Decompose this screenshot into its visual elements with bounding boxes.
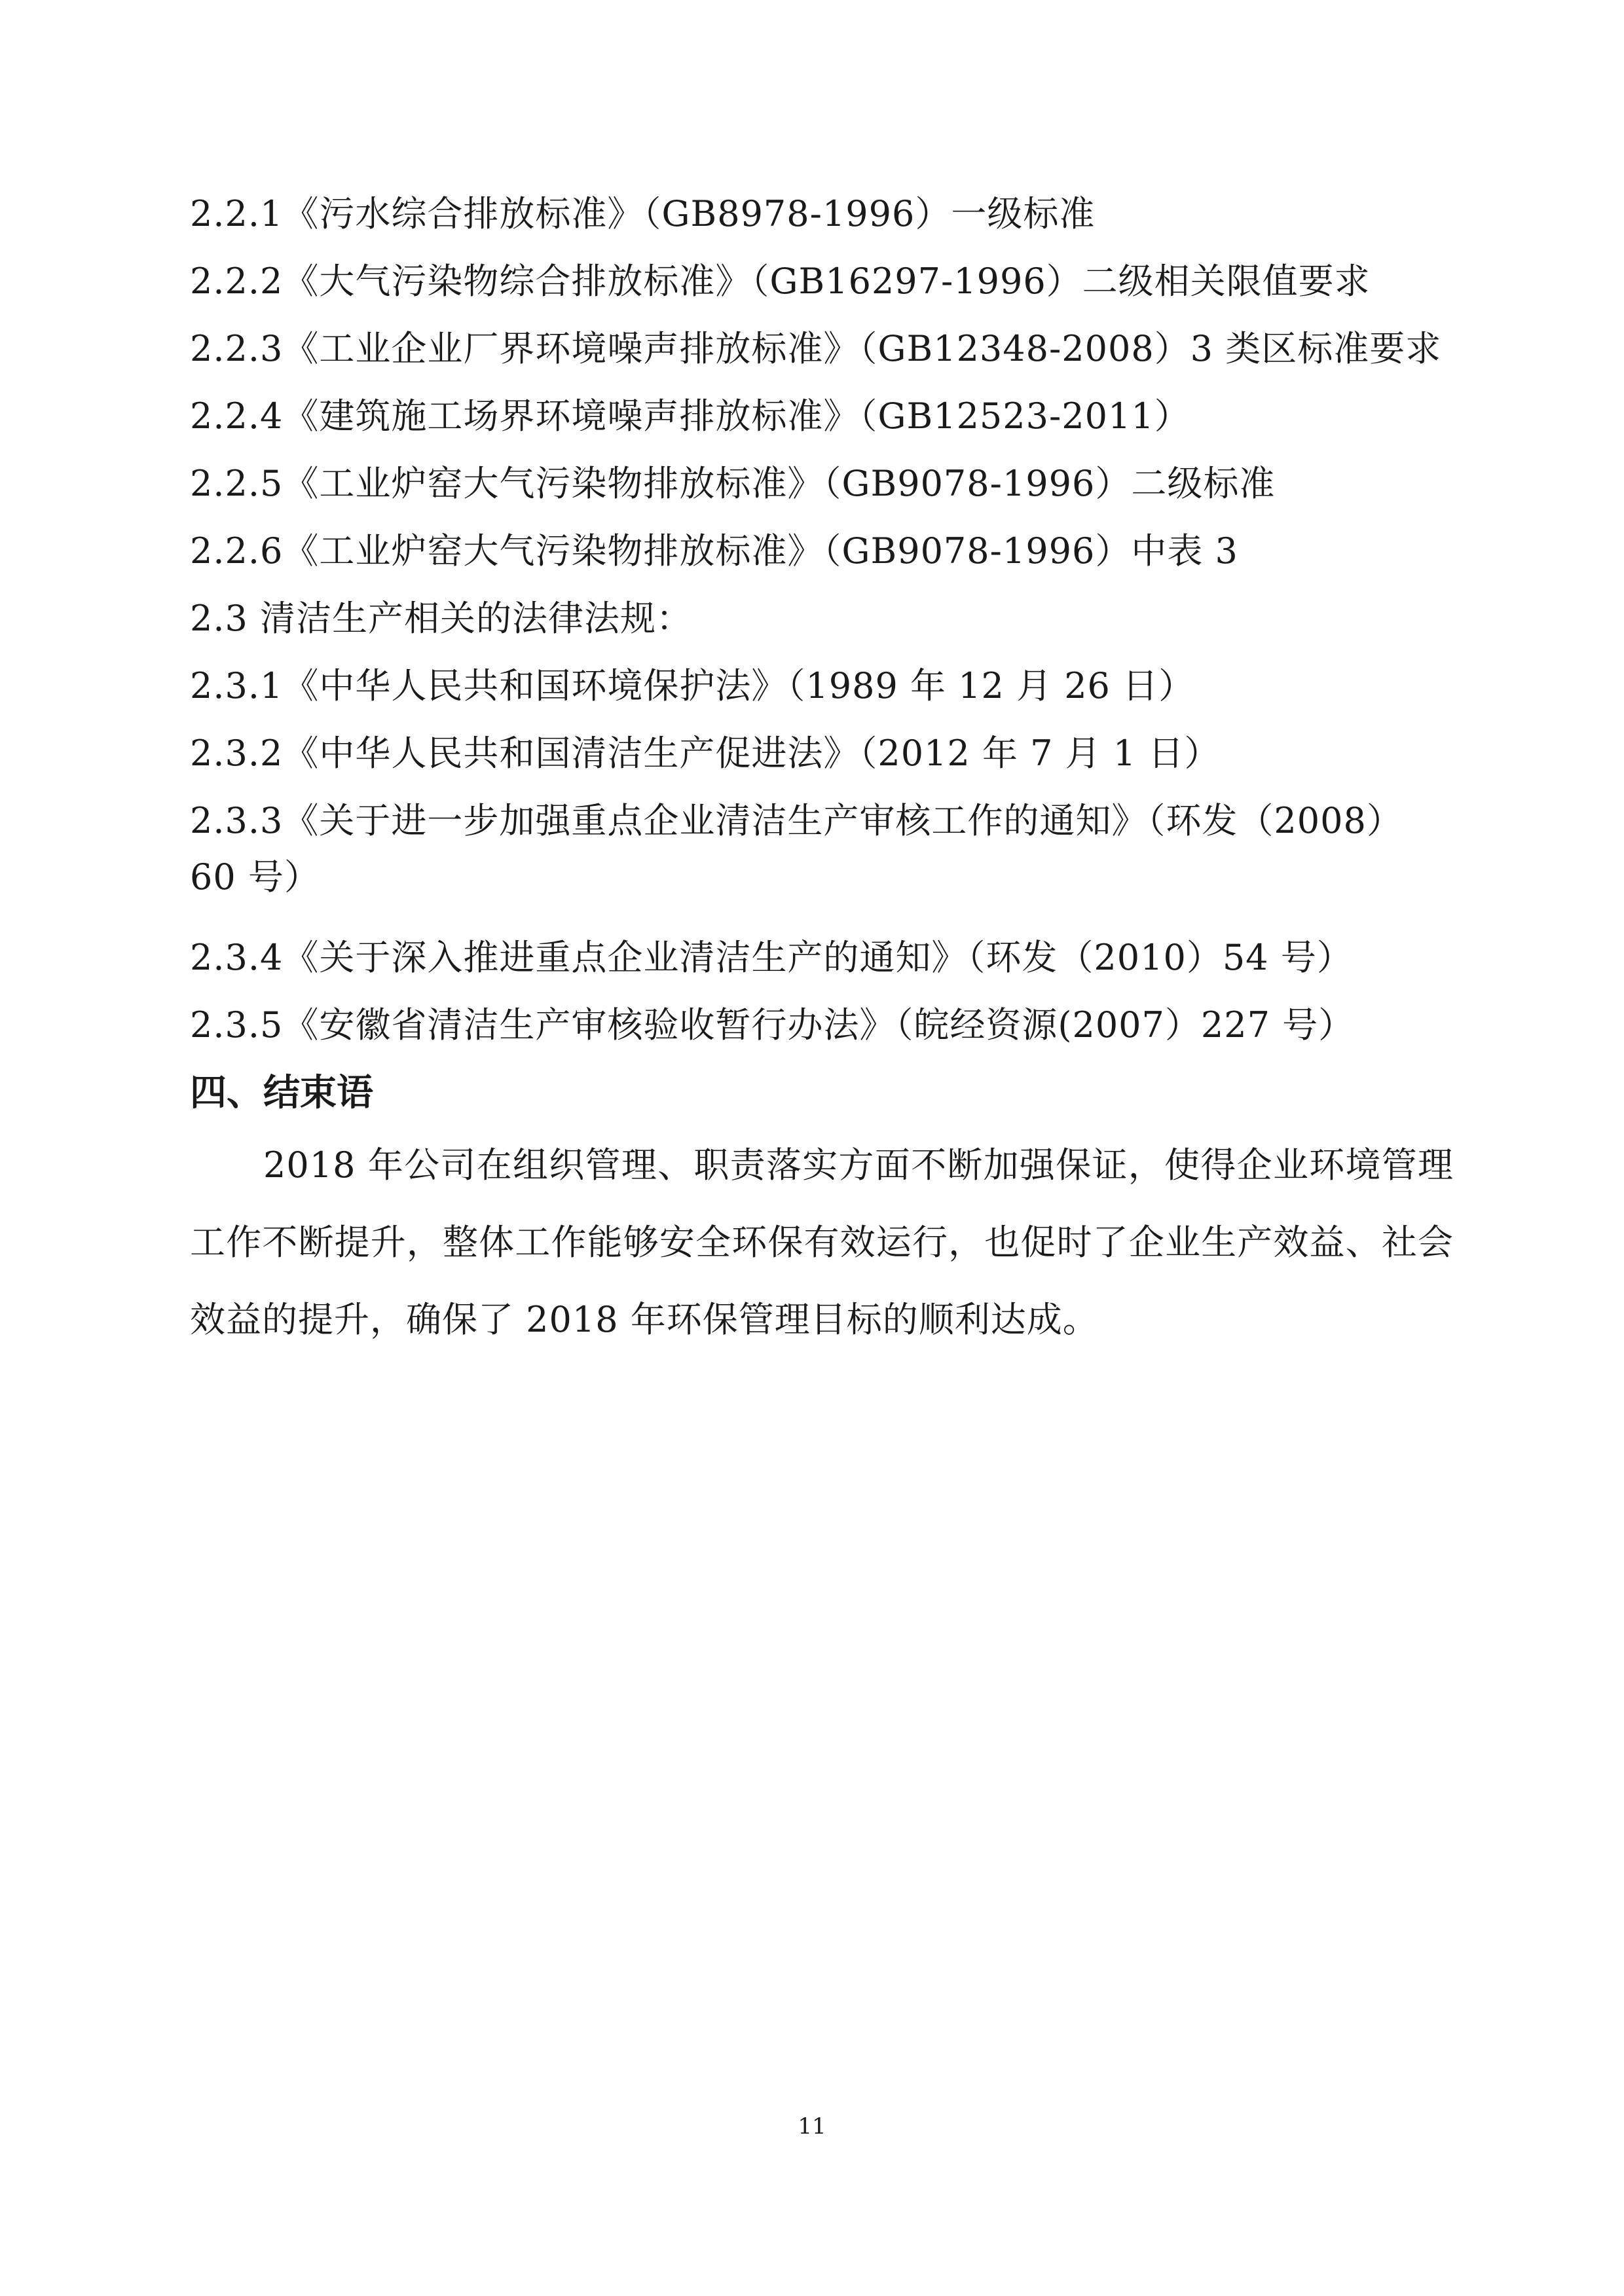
list-item: 2.2.6《工业炉窑大气污染物排放标准》（GB9078-1996）中表 3 xyxy=(190,530,1238,572)
list-item: 2.3.5《安徽省清洁生产审核验收暂行办法》（皖经资源(2007）227 号） xyxy=(190,1004,1355,1046)
list-item: 2.3.3《关于进一步加强重点企业清洁生产审核工作的通知》（环发（2008） xyxy=(190,800,1403,841)
page-number: 11 xyxy=(798,2113,826,2140)
list-item: 2.3.1《中华人民共和国环境保护法》（1989 年 12 月 26 日） xyxy=(190,665,1195,706)
list-item: 2.3.2《中华人民共和国清洁生产促进法》（2012 年 7 月 1 日） xyxy=(190,733,1221,774)
list-item: 2.2.1《污水综合排放标准》（GB8978-1996）一级标准 xyxy=(190,193,1096,234)
section-subheading: 2.3 清洁生产相关的法律法规： xyxy=(190,598,693,639)
list-item: 2.2.3《工业企业厂界环境噪声排放标准》（GB12348-2008）3 类区标准要求 xyxy=(190,328,1442,369)
list-item: 2.2.2《大气污染物综合排放标准》（GB16297-1996）二级相关限值要求 xyxy=(190,261,1371,302)
list-item: 2.2.5《工业炉窑大气污染物排放标准》（GB9078-1996）二级标准 xyxy=(190,463,1276,504)
list-item-continuation: 60 号） xyxy=(190,856,320,898)
conclusion-paragraph: 2018 年公司在组织管理、职责落实方面不断加强保证，使得企业环境管理工作不断提升，整体工作能够安全环保有效运行，也促时了企业生产效益、社会效益的提升，确保了 2018 年环保管理目标的顺利达成。 xyxy=(190,1144,1454,1340)
section-heading: 四、结束语 xyxy=(190,1072,373,1114)
list-item: 2.2.4《建筑施工场界环境噪声排放标准》（GB12523-2011） xyxy=(190,395,1190,437)
list-item: 2.3.4《关于深入推进重点企业清洁生产的通知》（环发（2010）54 号） xyxy=(190,937,1353,978)
